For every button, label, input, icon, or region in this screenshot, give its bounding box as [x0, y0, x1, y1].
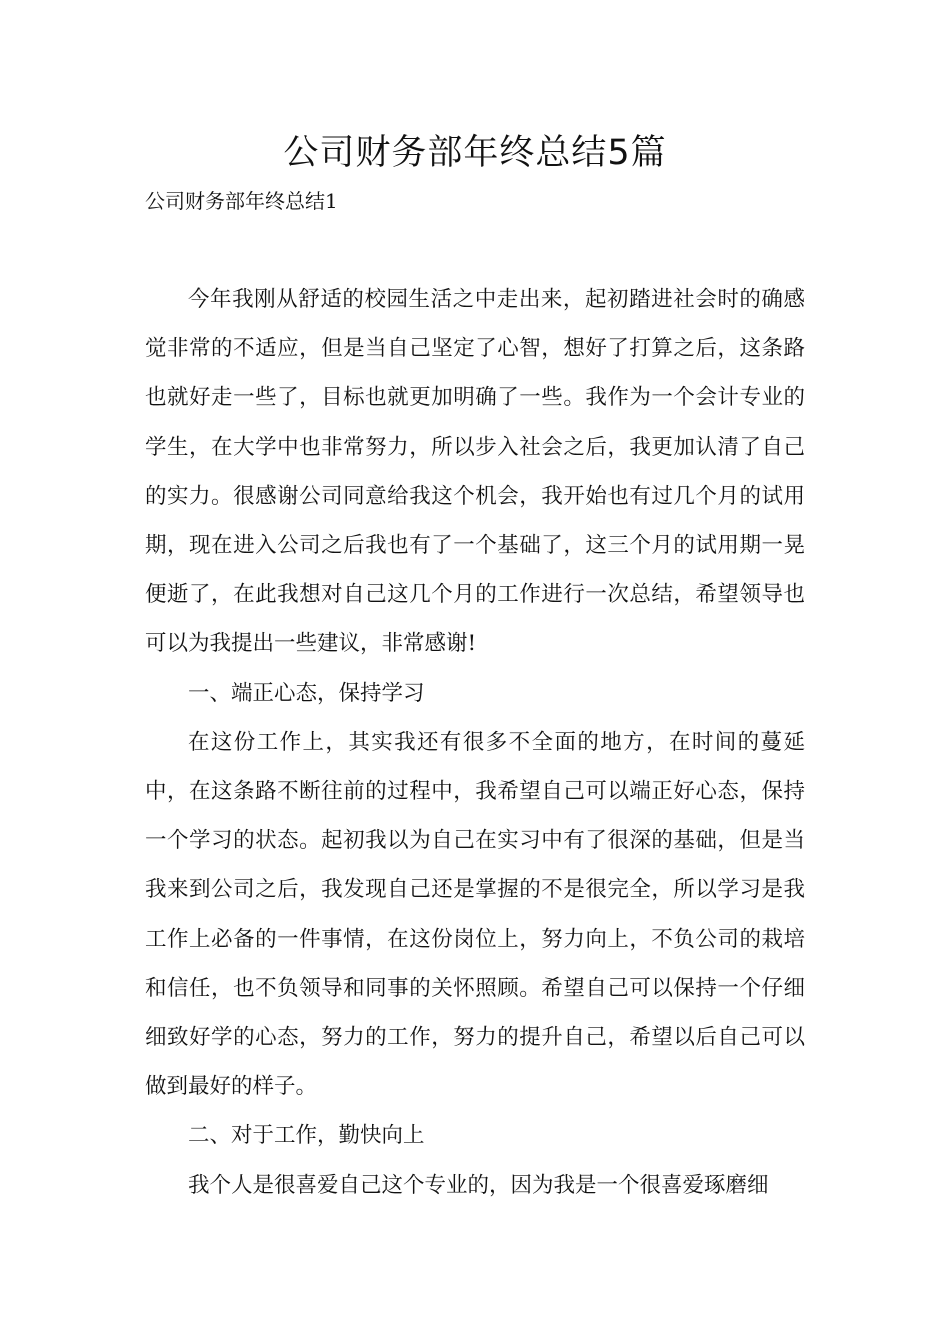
section-heading: 一、端正心态，保持学习	[188, 680, 425, 706]
document-body	[145, 275, 805, 1210]
section-heading: 二、对于工作，勤快向上	[188, 1123, 425, 1149]
body-paragraph: 在这份工作上，其实我还有很多不全面的地方，在时间的蔓延中，在这条路不断往前的过程中，我希望自己可以端正好心态，保持一个学习的状态。起初我以为自己在实习中有了很深的基础，但是当我来到公司之后，我发现自己还是掌握的不是很完全，所以学习是我工作上必备的一件事情，在这份岗位上，努力向上，不负公司的栽培和信任，也不负领导和同事的关怀照顾。希望自己可以保持一个仔细细致好学的心态，努力的工作，努力的提升自己，希望以后自己可以做到最好的样子。	[145, 729, 805, 1100]
document-title: 公司财务部年终总结5篇	[283, 133, 667, 173]
body-paragraph: 今年我刚从舒适的校园生活之中走出来，起初踏进社会时的确感觉非常的不适应，但是当自己坚定了心智，想好了打算之后，这条路也就好走一些了，目标也就更加明确了一些。我作为一个会计专业的学生，在大学中也非常努力，所以步入社会之后，我更加认清了自己的实力。很感谢公司同意给我这个机会，我开始也有过几个月的试用期，现在进入公司之后我也有了一个基础了，这三个月的试用期一晃便逝了，在此我想对自己这几个月的工作进行一次总结，希望领导也可以为我提出一些建议，非常感谢!	[145, 287, 805, 657]
document-subtitle: 公司财务部年终总结1	[145, 189, 338, 213]
body-paragraph: 我个人是很喜爱自己这个专业的，因为我是一个很喜爱琢磨细	[188, 1172, 769, 1198]
